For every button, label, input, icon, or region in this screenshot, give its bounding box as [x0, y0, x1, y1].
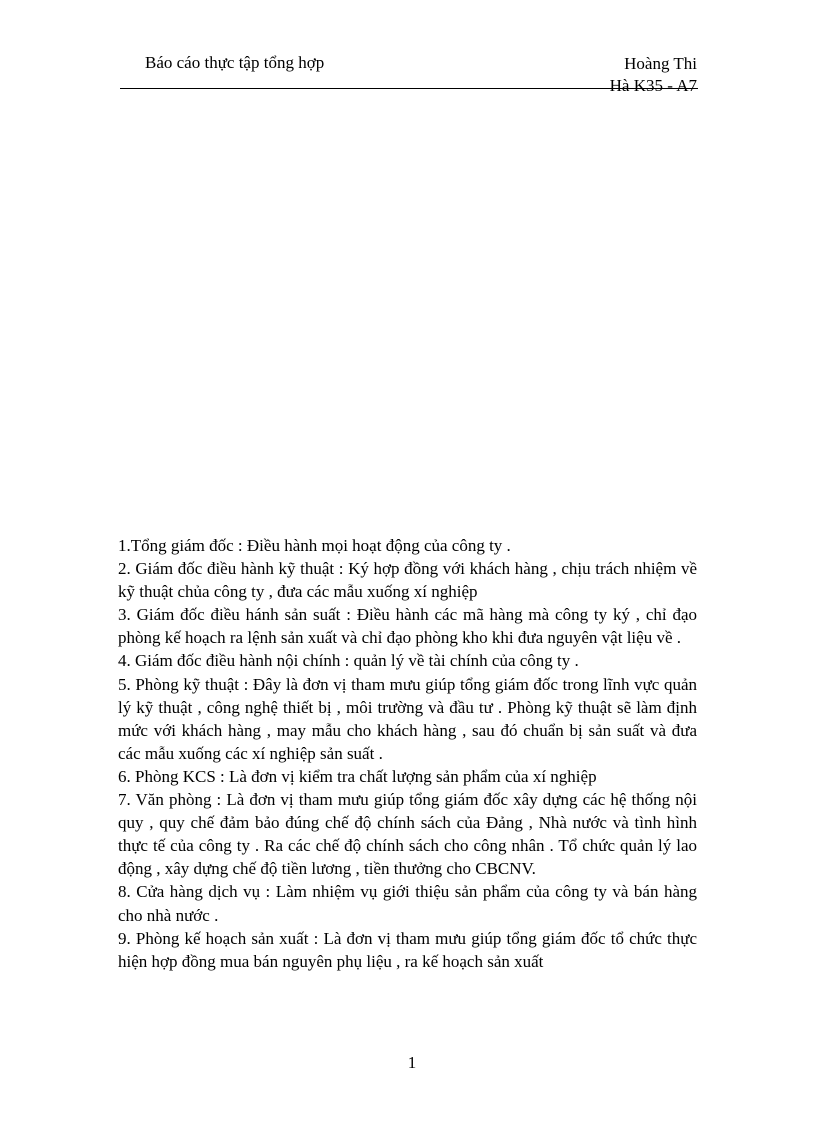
- list-item: 1.Tổng giám đốc : Điều hành mọi hoạt động của công ty .: [118, 536, 511, 555]
- header-author-line1: Hoàng Thi: [624, 54, 697, 73]
- list-item: 3. Giám đốc điều hánh sản suất : Điều hành các mã hàng mà công ty ký , chỉ đạo phòng kế hoạch ra lệnh sản xuất và chỉ đạo phòng kho khi đưa nguyên vật liệu về .: [118, 605, 697, 648]
- list-item: 7. Văn phòng : Là đơn vị tham mưu giúp tổng giám đốc xây dựng các hệ thống nội quy , quy chế đảm bảo đúng chế độ chính sách của Đảng , Nhà nước và tình hình thực tế của công ty . Ra các chế độ chính sách cho công nhân . Tổ chức quản lý lao động , xây dựng chế độ tiền lương , tiền thưởng cho CBCNV.: [118, 790, 697, 879]
- list-item: 4. Giám đốc điều hành nội chính : quản lý về tài chính của công ty .: [118, 651, 579, 671]
- list-item: 8. Cửa hàng dịch vụ : Làm nhiệm vụ giới thiệu sản phẩm của công ty và bán hàng cho nhà nước .: [118, 882, 697, 925]
- list-item: 6. Phòng KCS : Là đơn vị kiểm tra chất lượng sản phẩm của xí nghiệp: [118, 766, 597, 786]
- header-author: [560, 53, 697, 97]
- list-item: 2. Giám đốc điều hành kỹ thuật : Ký hợp đồng với khách hàng , chịu trách nhiệm về kỹ thuật chủa công ty , đưa các mẫu xuống xí nghiệp: [118, 559, 697, 602]
- header-title: Báo cáo thực tập tổng hợp: [145, 53, 325, 72]
- list-item: 5. Phòng kỹ thuật : Đây là đơn vị tham mưu giúp tổng giám đốc trong lĩnh vực quản lý kỹ thuật , công nghệ thiết bị , môi trường và đầu tư . Phòng kỹ thuật sẽ làm định mức với khách hàng , may mẫu cho khách hàng , sau đó chuẩn bị sản suất và đưa các mẫu xuống các xí nghiệp sản suất .: [118, 674, 697, 763]
- document-body: [118, 534, 697, 973]
- list-item: 9. Phòng kế hoạch sản xuất : Là đơn vị tham mưu giúp tổng giám đốc tổ chức thực hiện hợp đồng mua bán nguyên phụ liệu , ra kế hoạch sản xuất: [118, 928, 697, 971]
- page-number: 1: [407, 1053, 417, 1072]
- header-author-line2: Hà K35 - A7: [609, 76, 697, 95]
- header-divider: [120, 88, 698, 89]
